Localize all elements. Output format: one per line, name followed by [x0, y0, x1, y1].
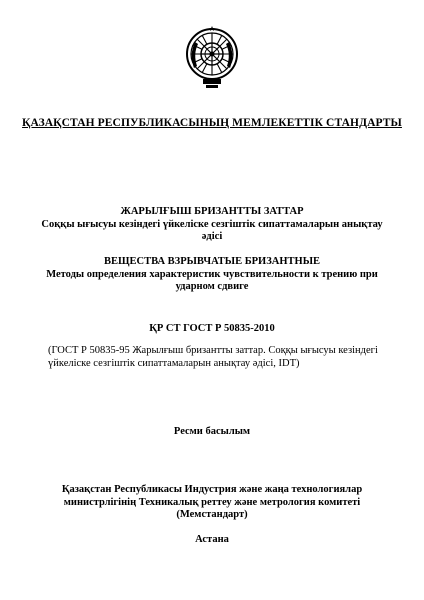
- publisher-block: [20, 484, 404, 522]
- official-edition-label: Ресми басылым: [173, 426, 251, 437]
- title-russian-subtitle-line2: ударном сдвиге: [175, 281, 249, 292]
- title-kazakh-block: [20, 206, 404, 244]
- equivalence-line1: (ГОСТ Р 50835-95 Жарылғыш бризантты заттар. Соққы ығысуы кезіндегі: [48, 345, 378, 356]
- title-russian-heading: ВЕЩЕСТВА ВЗРЫВЧАТЫЕ БРИЗАНТНЫЕ: [103, 256, 321, 267]
- publisher-line1: Қазақстан Республикасы Индустрия және жаңа технологиялар: [61, 484, 363, 495]
- title-kazakh-subtitle-line1: Соққы ығысуы кезіндегі үйкеліске сезгіштік сипаттамаларын анықтау: [41, 218, 383, 230]
- city-label: Астана: [195, 534, 229, 545]
- standard-number: ҚР СТ ГОСТ Р 50835-2010: [149, 323, 275, 334]
- title-kazakh-heading: ЖАРЫЛҒЫШ БРИЗАНТТЫ ЗАТТАР: [120, 206, 304, 217]
- title-russian-block: [20, 256, 404, 294]
- state-standard-header: ҚАЗАҚСТАН РЕСПУБЛИКАСЫНЫҢ МЕМЛЕКЕТТІК СТАНДАРТЫ: [22, 117, 402, 129]
- equivalence-note: [48, 344, 378, 370]
- equivalence-line2: үйкеліске сезгіштік сипаттамаларын анықтау әдісі, IDT): [48, 358, 300, 369]
- title-kazakh-subtitle-line2: әдісі: [201, 231, 223, 242]
- title-russian-subtitle-line1: Методы определения характеристик чувствительности к трению при: [46, 268, 378, 280]
- publisher-line2: министрлігінің Техникалық реттеу және метрология комитеті: [63, 496, 361, 508]
- state-emblem-icon: [185, 24, 239, 96]
- publisher-line3: (Мемстандарт): [176, 509, 248, 520]
